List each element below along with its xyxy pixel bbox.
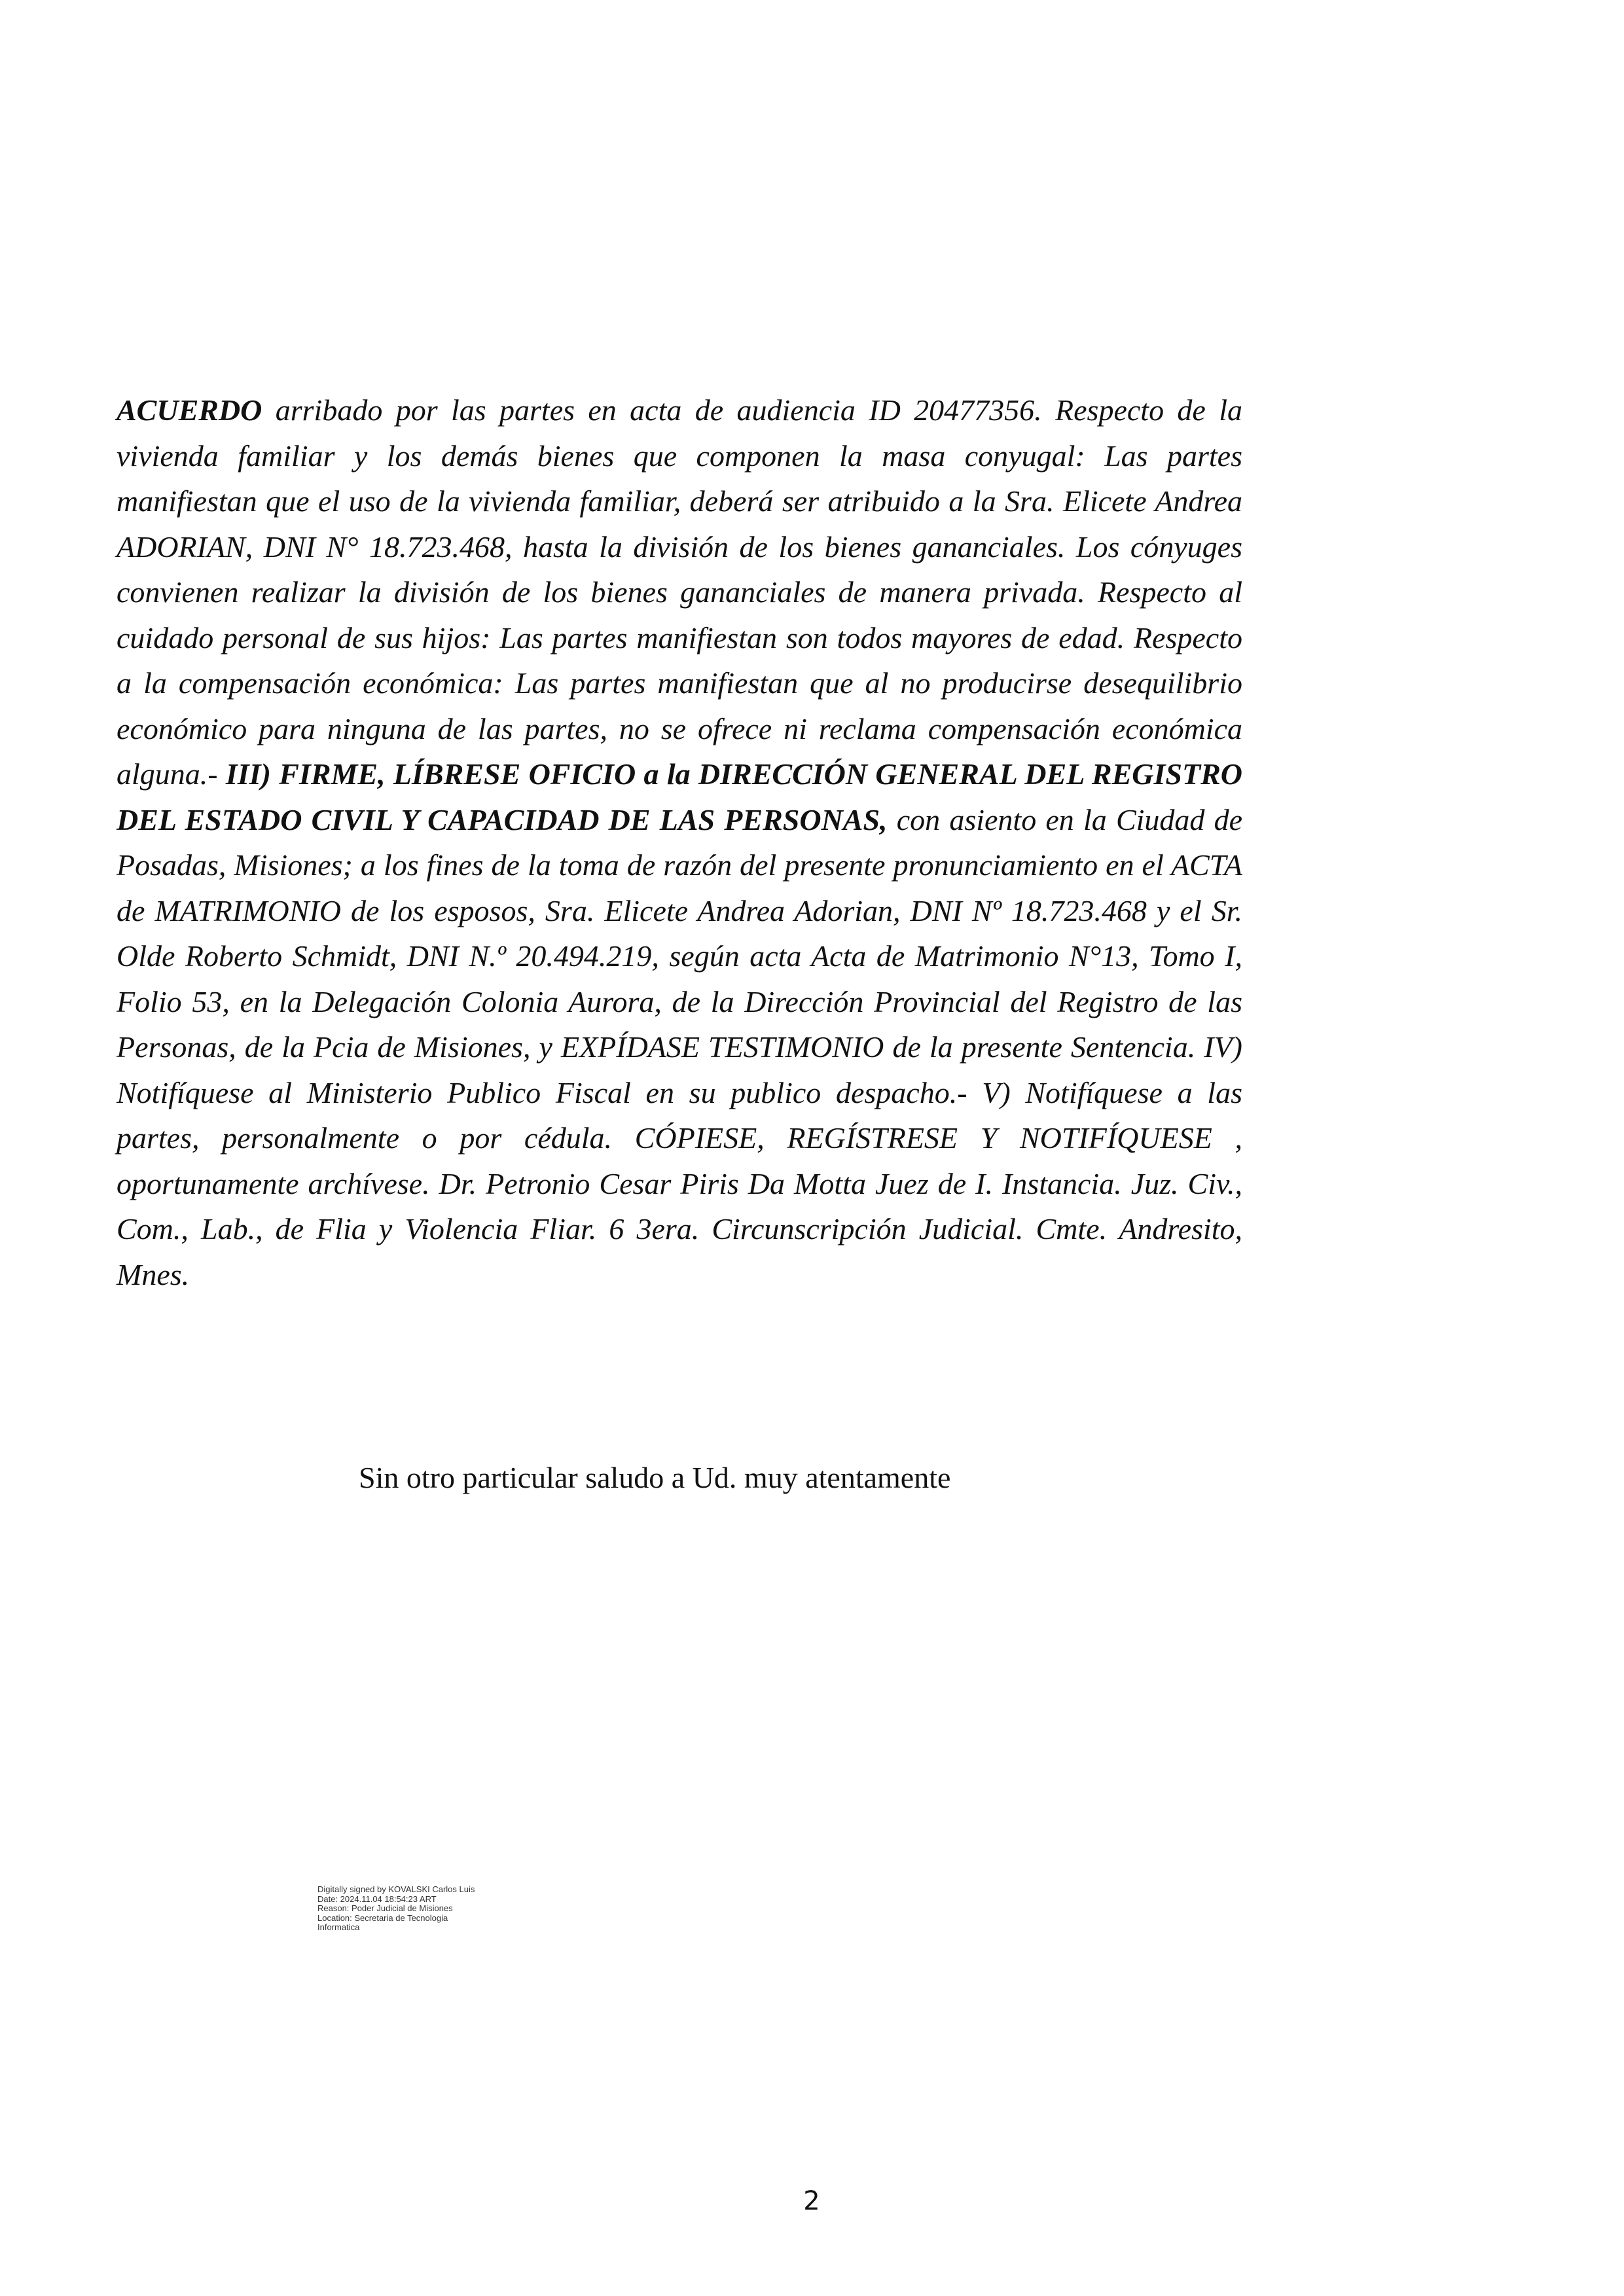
signature-location-line: Location: Secretaria de Tecnologia <box>317 1912 448 1923</box>
text-run-agreement-terms: arribado por las partes en acta de audiencia ID 20477356. Respecto de la vivienda familiar y los demás bienes que componen la masa conyugal: Las partes manifiestan que el uso de la vivienda familiar, deberá ser atribuido a la Sra. Elicete Andrea ADORIAN, DNI N° 18.723.468, hasta la división de los bienes gananciales. Los cónyuges convienen realizar la división de los bienes gananciales de manera privada. Respecto al cuidado personal de sus hijos: Las partes manifiestan son todos mayores de edad. Respecto a la compensación económica: Las partes manifiestan que al no producirse desequilibrio económico para ninguna de las partes, no se ofrece ni reclama compensación económica alguna.- <box>117 393 1242 791</box>
digital-signature-block <box>317 1885 645 1933</box>
signature-reason-line: Reason: Poder Judicial de Misiones <box>317 1903 453 1913</box>
signature-date-line: Date: 2024.11.04 18:54:23 ART <box>317 1893 437 1904</box>
page-number: 2 <box>803 2186 820 2216</box>
body-paragraph <box>117 387 1242 1297</box>
signature-signer-line: Digitally signed by KOVALSKI Carlos Luis <box>317 1884 475 1894</box>
closing-salutation: Sin otro particular saludo a Ud. muy atentamente <box>359 1461 951 1494</box>
text-run-acuerdo: ACUERDO <box>117 393 262 427</box>
text-run-resolution-details: con asiento en la Ciudad de Posadas, Misiones; a los fines de la toma de razón del presente pronunciamiento en el ACTA de MATRIMONIO de los esposos, Sra. Elicete Andrea Adorian, DNI Nº 18.723.468 y el Sr. Olde Roberto Schmidt, DNI N.º 20.494.219, según acta Acta de Matrimonio N°13, Tomo I, Folio 53, en la Delegación Colonia Aurora, de la Dirección Provincial del Registro de las Personas, de la Pcia de Misiones, y EXPÍDASE TESTIMONIO de la presente Sentencia. IV) Notifíquese al Ministerio Publico Fiscal en su publico despacho.- V) Notifíquese a las partes, personalmente o por cédula. CÓPIESE, REGÍSTRESE Y NOTIFÍQUESE , oportunamente archívese. Dr. Petronio Cesar Piris Da Motta Juez de I. Instancia. Juz. Civ., Com., Lab., de Flia y Violencia Fliar. 6 3era. Circunscripción Judicial. Cmte. Andresito, Mnes. <box>117 802 1243 1291</box>
text-run-resolution-heading: III) FIRME, LÍBRESE OFICIO a la DIRECCIÓN GENERAL DEL REGISTRO DEL ESTADO CIVIL Y CAPACIDAD DE LAS PERSONAS, <box>117 757 1242 836</box>
signature-location-line-continued: Informatica <box>317 1922 360 1932</box>
